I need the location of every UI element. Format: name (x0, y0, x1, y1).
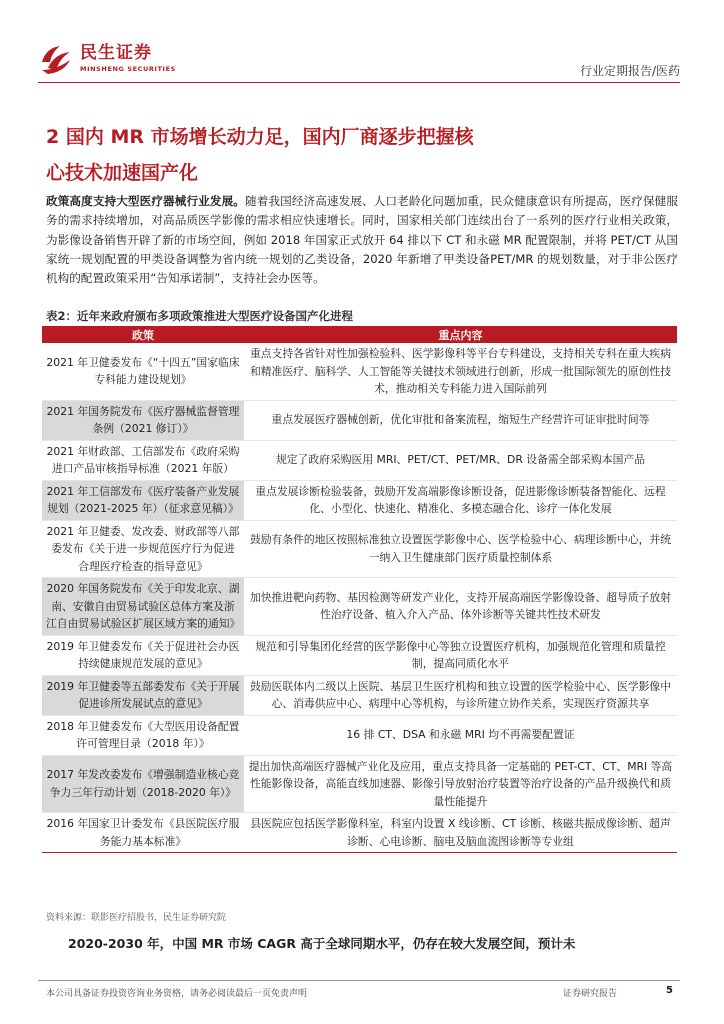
footer-report-type: 证券研究报告 (563, 989, 618, 999)
paragraph-lead: 政策高度支持大型医疗器械行业发展。 (46, 194, 245, 208)
policy-cell: 2020 年国务院发布《关于印发北京、湖南、安徽自由贸易试验区总体方案及浙江自由贸易试验区扩展区域方案的通知》 (42, 578, 244, 636)
content-cell: 重点发展诊断检验装备，鼓励开发高端影像诊断设备，促进影像诊断装备智能化、远程化、小型化、快速化、精准化、多模态融合化、诊疗一体化发展 (244, 480, 677, 520)
section-title-line1: 2 国内 MR 市场增长动力足，国内厂商逐步把握核 (46, 126, 474, 148)
content-cell: 规定了政府采购医用 MRI、PET/CT、PET/MR、DR 设备需全部采购本国产品 (244, 440, 677, 480)
table-row (42, 813, 677, 853)
table-caption: 表2：近年来政府颁布多项政策推进大型医疗设备国产化进程 (46, 309, 353, 323)
policy-cell: 2019 年卫健委等五部委发布《关于开展促进诊所发展试点的意见》 (42, 675, 244, 715)
policy-cell: 2017 年发改委发布《增强制造业核心竞争力三年行动计划（2018-2020 年）》 (42, 755, 244, 813)
header-policy: 政策 (42, 326, 244, 343)
table-row (42, 520, 677, 578)
source-note: 资料来源：联影医疗招股书，民生证券研究院 (46, 913, 227, 923)
table-row (42, 675, 677, 715)
content-cell: 提出加快高端医疗器械产业化及应用，重点支持具备一定基础的 PET-CT、CT、MRI 等高性能影像设备，高能直线加速器、影像引导放射治疗装置等治疗设备的产品升级换代和质量性能提升 (244, 755, 677, 813)
footer-disclaimer: 本公司具备证券投资咨询业务资格，请务必阅读最后一页免责声明 (46, 989, 308, 999)
page-number: 5 (666, 985, 673, 996)
content-cell: 鼓励有条件的地区按照标准独立设置医学影像中心、医学检验中心、病理诊断中心，并统一纳入卫生健康部门医疗质量控制体系 (244, 520, 677, 578)
policy-table (42, 326, 677, 853)
table-row (42, 440, 677, 480)
logo-english-name: MINSHENG SECURITIES (80, 65, 176, 73)
policy-cell: 2019 年卫健委发布《关于促进社会办医持续健康规范发展的意见》 (42, 635, 244, 675)
header-content: 重点内容 (244, 326, 677, 343)
policy-cell: 2021 年国务院发布《医疗器械监督管理条例（2021 修订）》 (42, 400, 244, 440)
logo-chinese-name: 民生证券 (80, 43, 152, 63)
content-cell: 鼓励医联体内二级以上医院、基层卫生医疗机构和独立设置的医学检验中心、医学影像中心、消毒供应中心、病理中心等机构，与诊所建立协作关系，实现医疗资源共享 (244, 675, 677, 715)
policy-cell: 2018 年卫健委发布《大型医用设备配置许可管理目录（2018 年）》 (42, 715, 244, 755)
policy-cell: 2021 年卫健委、发改委、财政部等八部委发布《关于进一步规范医疗行为促进合理医疗检查的指导意见》 (42, 520, 244, 578)
table-row (42, 343, 677, 400)
policy-cell: 2021 年卫健委发布《“十四五”国家临床专科能力建设规划》 (42, 343, 244, 400)
table-row (42, 400, 677, 440)
content-cell: 重点发展医疗器械创新，优化审批和备案流程，缩短生产经营许可证审批时间等 (244, 400, 677, 440)
content-cell: 加快推进靶向药物、基因检测等研发产业化，支持开展高端医学影像设备、超导质子放射性治疗设备、植入介入产品、体外诊断等关键共性技术研发 (244, 578, 677, 636)
table-row (42, 755, 677, 813)
footer-divider (38, 980, 680, 981)
table-row (42, 715, 677, 755)
body-paragraph (46, 192, 678, 288)
content-cell: 县医院应包括医学影像科室，科室内设置 X 线诊断、CT 诊断、核磁共振成像诊断、超声诊断、心电诊断、脑电及脑血流图诊断等专业组 (244, 813, 677, 853)
minsheng-logo-icon (38, 40, 74, 76)
content-cell: 规范和引导集团化经营的医学影像中心等独立设置医疗机构，加强规范化管理和质量控制，提高同质化水平 (244, 635, 677, 675)
header-divider (38, 82, 680, 83)
paragraph-body: 随着我国经济高速发展、人口老龄化问题加重，民众健康意识有所提高，医疗保健服务的需求持续增加，对高品质医学影像的需求相应快速增长。同时，国家相关部门连续出台了一系列的医疗行业相关政策，为影像设备销售开辟了新的市场空间，例如 2018 年国家正式放开 64 排以下 CT 和永磁 MR 配置限制，并将 PET/CT 从国家统一规划配置的甲类设备调整为省内统一规划的乙类设备，2020 年新增了甲类设备PET/MR 的规划数量，对于非公医疗机构的配置政策采用“告知承诺制”，支持社会办医等。 (46, 194, 678, 286)
table-row (42, 578, 677, 636)
policy-cell: 2016 年国家卫计委发布《县医院医疗服务能力基本标准》 (42, 813, 244, 853)
table-row (42, 635, 677, 675)
policy-cell: 2021 年财政部、工信部发布《政府采购进口产品审核指导标准（2021 年版） (42, 440, 244, 480)
content-cell: 16 排 CT、DSA 和永磁 MRI 均不再需要配置证 (244, 715, 677, 755)
table-header-row (42, 326, 677, 343)
policy-cell: 2021 年工信部发布《医疗装备产业发展规划（2021-2025 年）（征求意见稿）》 (42, 480, 244, 520)
section-title-line2: 心技术加速国产化 (46, 162, 199, 184)
subheading: 2020-2030 年，中国 MR 市场 CAGR 高于全球同期水平，仍存在较大发展空间，预计未 (68, 936, 576, 951)
content-cell: 重点支持各省针对性加强检验科、医学影像科等平台专科建设，支持相关专科在重大疾病和精准医疗、脑科学、人工智能等关键技术领域进行创新，形成一批国际领先的原创性技术，推动相关专科能力进入国际前列 (244, 343, 677, 400)
company-logo (38, 40, 176, 76)
report-category: 行业定期报告/医药 (579, 64, 680, 78)
table-row (42, 480, 677, 520)
